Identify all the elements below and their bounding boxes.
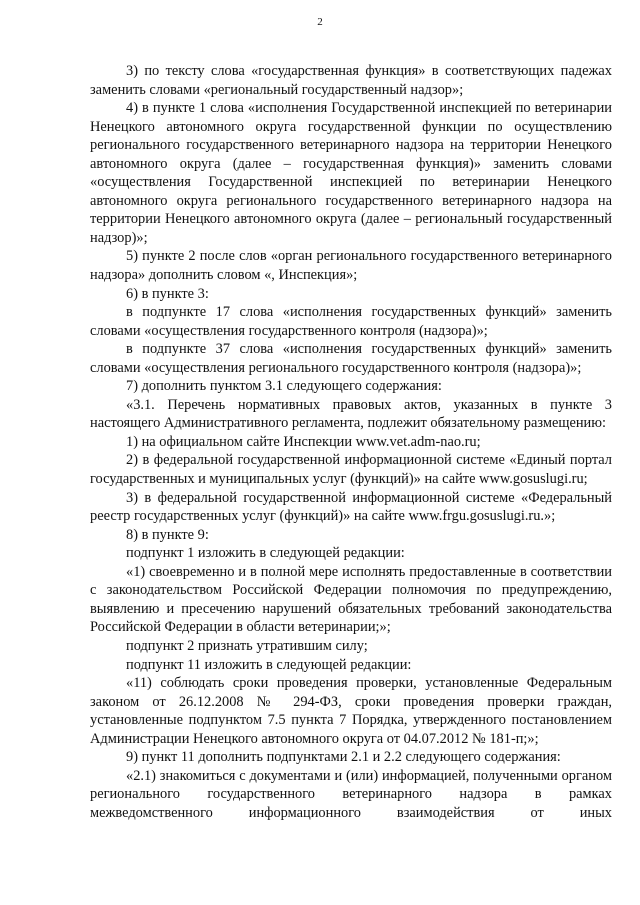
paragraph: 9) пункт 11 дополнить подпунктами 2.1 и 2.2 следующего содержания: <box>126 749 561 766</box>
paragraph: в подпункте 37 слова «исполнения государственных функций» заменить словами «осуществления регионального государственного контроля (надзора)»; <box>90 341 612 376</box>
paragraph: 6) в пункте 3: <box>126 285 209 302</box>
paragraph: 8) в пункте 9: <box>126 526 209 543</box>
paragraph: 4) в пункте 1 слова «исполнения Государственной инспекцией по ветеринарии Ненецкого автономного округа государственной функции по осуществлению регионального государственного ветеринарного надзора на территории Ненецкого автономного округа (далее – государственная функция)» заменить словами «осуществления Государственной инспекцией по ветеринарии Ненецкого автономного округа регионального государственного ветеринарного надзора на территории Ненецкого автономного округа (далее – региональный государственный надзор)»; <box>90 100 612 246</box>
paragraph: «2.1) знакомиться с документами и (или) информацией, полученными органом регионального государственного ветеринарного надзора в рамках межведомственного информационного взаимодействия от иных <box>90 767 612 821</box>
paragraph: подпункт 2 признать утратившим силу; <box>126 637 368 654</box>
paragraph: 5) пункте 2 после слов «орган регионального государственного ветеринарного надзора» дополнить словом «, Инспекция»; <box>90 248 612 284</box>
paragraph: подпункт 1 изложить в следующей редакции: <box>126 545 405 562</box>
paragraph: 7) дополнить пунктом 3.1 следующего содержания: <box>126 378 442 395</box>
paragraph: в подпункте 17 слова «исполнения государственных функций» заменить словами «осуществления государственного контроля (надзора)»; <box>90 304 612 339</box>
paragraph: «3.1. Перечень нормативных правовых актов, указанных в пункте 3 настоящего Административного регламента, подлежит обязательному размещению: <box>90 396 612 432</box>
paragraph: «1) своевременно и в полной мере исполнять предоставленные в соответствии с законодательством Российской Федерации полномочия по предупреждению, выявлению и пресечению нарушений обязательных требований законодательства Российской Федерации в области ветеринарии;»; <box>90 563 612 636</box>
paragraph: 2) в федеральной государственной информационной системе «Единый портал государственных и муниципальных услуг (функций)» на сайте www.gosuslugi.ru; <box>90 452 612 488</box>
paragraph: «11) соблюдать сроки проведения проверки, установленные Федеральным законом от 26.12.2008 № 294-ФЗ, сроки проведения проверки граждан, установленные подпунктом 7.5 пункта 7 Порядка, утвержденного постановлением Администрации Ненецкого автономного округа от 04.07.2012 № 181-п;»; <box>90 675 612 747</box>
paragraph: подпункт 11 изложить в следующей редакции: <box>126 656 412 673</box>
paragraph: 1) на официальном сайте Инспекции www.vet.adm-nao.ru; <box>126 433 481 450</box>
page-number: 2 <box>317 16 323 28</box>
paragraph: 3) по тексту слова «государственная функция» в соответствующих падежах заменить словами «региональный государственный надзор»; <box>90 63 612 98</box>
document-body <box>90 62 612 822</box>
paragraph: 3) в федеральной государственной информационной системе «Федеральный реестр государственных услуг (функций)» на сайте www.frgu.gosuslugi.ru.»; <box>90 489 612 525</box>
